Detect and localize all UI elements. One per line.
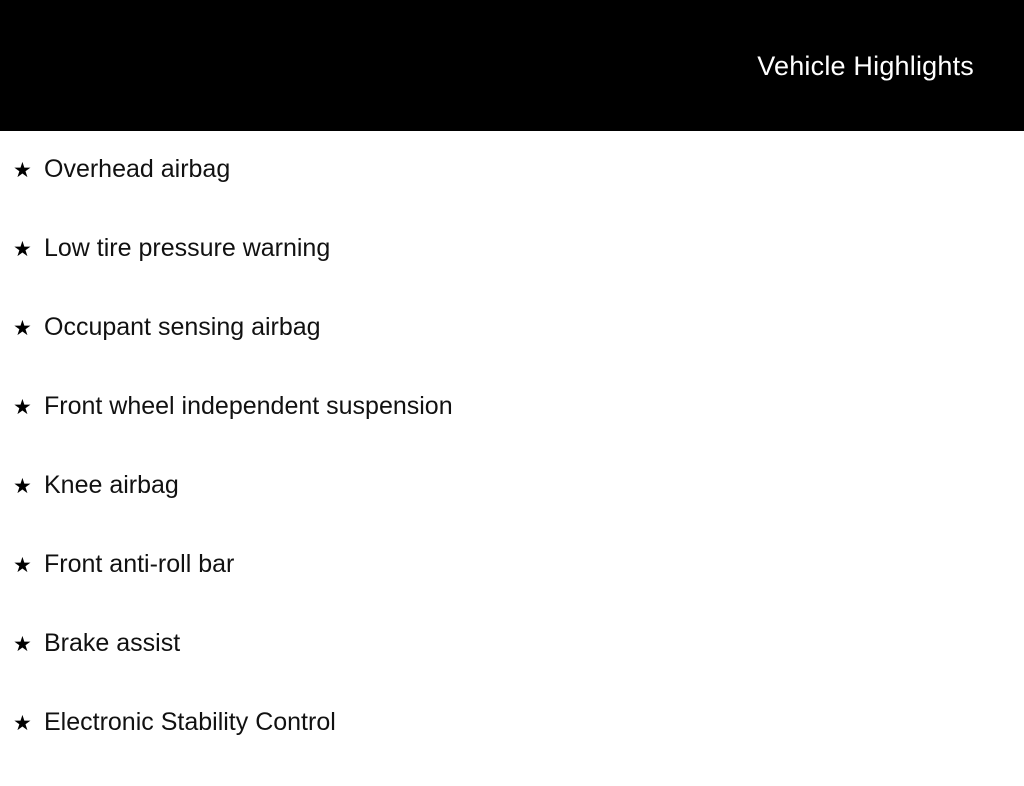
page-title: Vehicle Highlights <box>757 51 974 81</box>
list-item <box>0 628 1024 707</box>
star-icon: ★ <box>13 712 32 735</box>
list-item <box>0 312 1024 391</box>
list-item <box>0 154 1024 233</box>
star-icon: ★ <box>13 238 32 261</box>
list-item-label: Front anti-roll bar <box>44 550 235 578</box>
list-item-label: Overhead airbag <box>44 155 231 183</box>
list-item-label: Front wheel independent suspension <box>44 392 453 420</box>
list-item <box>0 391 1024 470</box>
list-item <box>0 233 1024 312</box>
list-item <box>0 470 1024 549</box>
star-icon: ★ <box>13 159 32 182</box>
list-item-label: Low tire pressure warning <box>44 234 331 262</box>
list-item <box>0 549 1024 628</box>
star-icon: ★ <box>13 554 32 577</box>
star-icon: ★ <box>13 475 32 498</box>
list-item-label: Knee airbag <box>44 471 179 499</box>
star-icon: ★ <box>13 396 32 419</box>
star-icon: ★ <box>13 633 32 656</box>
list-item-label: Electronic Stability Control <box>44 708 336 736</box>
list-item-label: Brake assist <box>44 629 181 657</box>
header-bar <box>0 0 1024 131</box>
highlights-list <box>0 131 1024 786</box>
list-item <box>0 707 1024 786</box>
list-item-label: Occupant sensing airbag <box>44 313 321 341</box>
star-icon: ★ <box>13 317 32 340</box>
